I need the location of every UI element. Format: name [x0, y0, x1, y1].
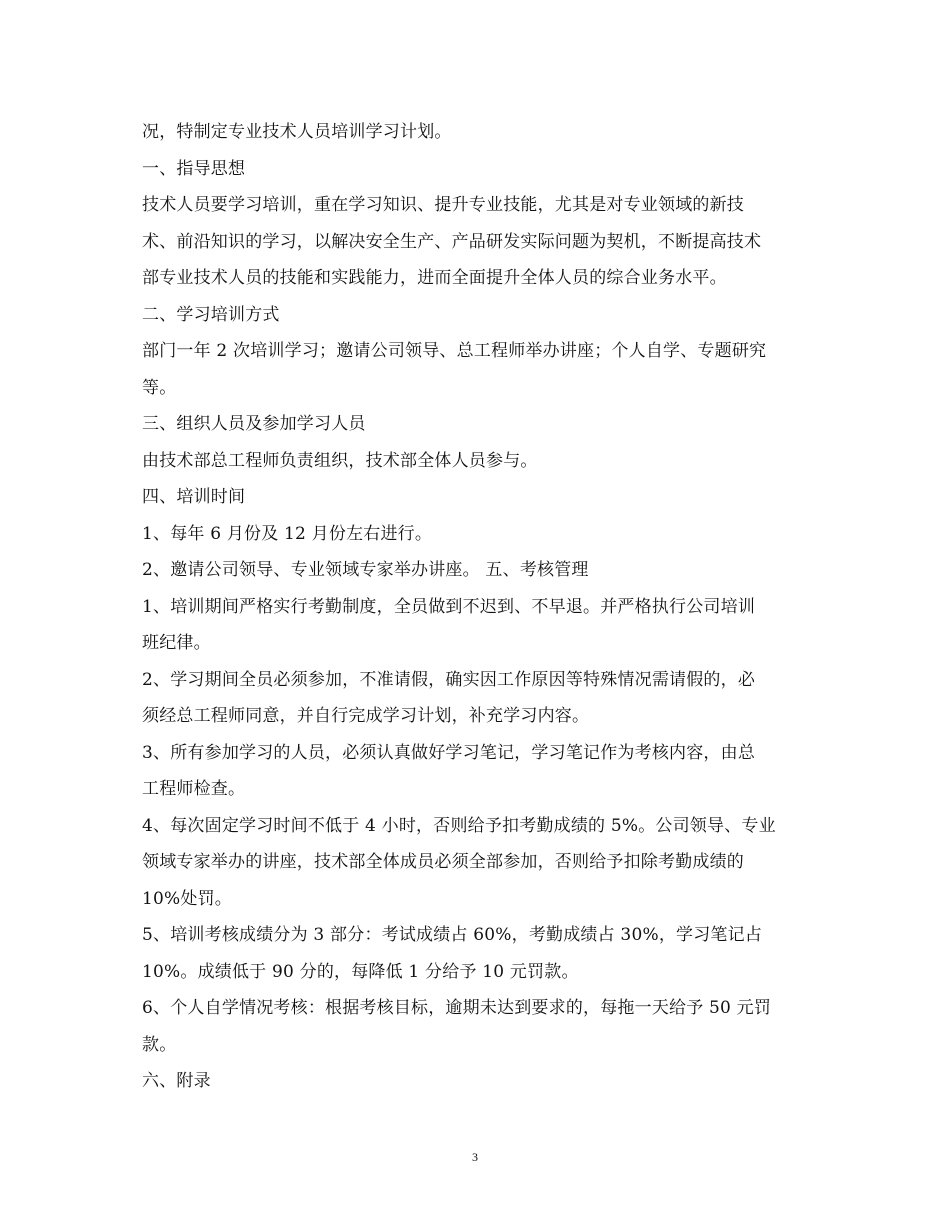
section-heading: 六、附录 — [142, 1071, 211, 1091]
document-body — [142, 114, 822, 1100]
section-heading: 三、组织人员及参加学习人员 — [142, 414, 366, 434]
text-line: 须经总工程师同意，并自行完成学习计划，补充学习内容。 — [142, 706, 590, 726]
text-line: 工程师检查。 — [142, 779, 246, 799]
text-line: 款。 — [142, 1034, 177, 1055]
section-heading: 四、培训时间 — [142, 487, 246, 507]
text-line: 术、前沿知识的学习，以解决安全生产、产品研发实际问题为契机，不断提高技术 — [142, 231, 762, 252]
text-line: 况，特制定专业技术人员培训学习计划。 — [142, 122, 452, 142]
text-line: 3、所有参加学习的人员，必须认真做好学习笔记，学习笔记作为考核内容，由总 — [142, 742, 756, 763]
text-line: 10%处罚。 — [142, 888, 232, 909]
section-heading: 二、学习培训方式 — [142, 304, 280, 325]
section-heading: 一、指导思想 — [142, 158, 246, 179]
text-line: 技术人员要学习培训，重在学习知识、提升专业技能，尤其是对专业领域的新技 — [142, 195, 744, 215]
page-number: 3 — [472, 1150, 478, 1164]
text-line: 领域专家举办的讲座，技术部全体成员必须全部参加，否则给予扣除考勤成绩的 — [142, 852, 744, 872]
text-line: 5、培训考核成绩分为 3 部分：考试成绩占 60%，考勤成绩占 30%，学习笔记占 — [142, 925, 763, 945]
text-line: 部门一年 2 次培训学习；邀请公司领导、总工程师举办讲座；个人自学、专题研究 — [142, 341, 767, 361]
text-line: 1、每年 6 月份及 12 月份左右进行。 — [142, 523, 433, 544]
text-line: 6、个人自学情况考核：根据考核目标，逾期未达到要求的，每拖一天给予 50 元罚 — [142, 998, 772, 1018]
text-line: 4、每次固定学习时间不低于 4 小时，否则给予扣考勤成绩的 5%。公司领导、专业 — [142, 815, 776, 836]
text-line: 2、邀请公司领导、专业领域专家举办讲座。 五、考核管理 — [142, 560, 589, 580]
text-line: 1、培训期间严格实行考勤制度，全员做到不迟到、不早退。并严格执行公司培训 — [142, 596, 756, 617]
text-line: 10%。成绩低于 90 分的，每降低 1 分给予 10 元罚款。 — [142, 961, 579, 982]
text-line: 由技术部总工程师负责组织，技术部全体人员参与。 — [142, 450, 538, 471]
text-line: 班纪律。 — [142, 633, 211, 653]
text-line: 等。 — [142, 377, 177, 398]
text-line: 部专业技术人员的技能和实践能力，进而全面提升全体人员的综合业务水平。 — [142, 268, 727, 288]
text-line: 2、学习期间全员必须参加，不准请假，确实因工作原因等特殊情况需请假的，必 — [142, 669, 756, 690]
